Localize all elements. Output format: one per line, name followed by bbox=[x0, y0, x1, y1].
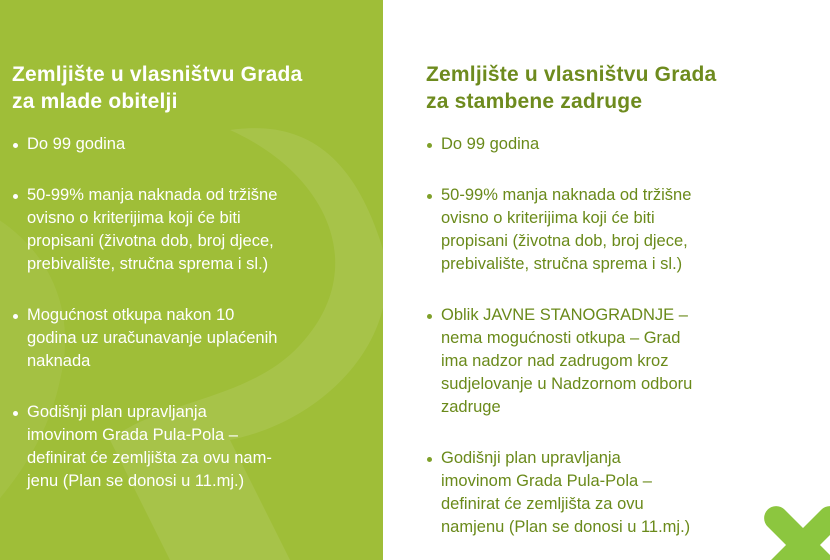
right-panel-title bbox=[426, 61, 826, 115]
right-panel-list bbox=[426, 133, 826, 560]
list-item-text: Do 99 godina bbox=[441, 135, 540, 153]
bullet-icon bbox=[427, 457, 432, 462]
bullet-icon bbox=[13, 411, 18, 416]
bullet-icon bbox=[427, 143, 432, 148]
bullet-icon bbox=[13, 194, 18, 199]
list-item-text: Godišnji plan upravljanja imovinom Grada Pula-Pola – definirat će zemljišta za ovu nam- jenu (Plan se donosi u 11.mj.) bbox=[27, 403, 272, 490]
bullet-icon bbox=[427, 194, 432, 199]
list-item-text: Do 99 godina bbox=[27, 135, 126, 153]
bullet-icon bbox=[427, 314, 432, 319]
list-item-text: 50-99% manja naknada od tržišne ovisno o kriterijima koji će biti propisani (životna dob, broj djece, prebivalište, stručna sprema i sl.) bbox=[441, 186, 692, 273]
list-item-text: Mogućnost otkupa nakon 10 godina uz uračunavanje uplaćenih naknada bbox=[27, 306, 278, 370]
right-panel-title-text: Zemljište u vlasništvu Grada za stambene zadruge bbox=[426, 63, 717, 113]
list-item bbox=[12, 184, 377, 276]
list-item bbox=[426, 184, 826, 276]
left-panel-title bbox=[12, 61, 372, 115]
left-panel-title-text: Zemljište u vlasništvu Grada za mlade obitelji bbox=[12, 63, 303, 113]
left-panel-list bbox=[12, 133, 377, 521]
green-cross-icon bbox=[758, 500, 830, 560]
list-item bbox=[12, 401, 377, 493]
left-panel bbox=[0, 0, 383, 560]
list-item bbox=[12, 133, 377, 156]
list-item bbox=[12, 304, 377, 373]
bullet-icon bbox=[13, 314, 18, 319]
list-item-text: Godišnji plan upravljanja imovinom Grada Pula-Pola – definirat će zemljišta za ovu namjenu (Plan se donosi u 11.mj.) bbox=[441, 449, 691, 536]
right-panel bbox=[383, 0, 830, 560]
list-item bbox=[426, 304, 826, 419]
list-item-text: 50-99% manja naknada od tržišne ovisno o kriterijima koji će biti propisani (životna dob, broj djece, prebivalište, stručna sprema i sl.) bbox=[27, 186, 278, 273]
list-item-text: Oblik JAVNE STANOGRADNJE – nema mogućnosti otkupa – Grad ima nadzor nad zadrugom kroz sudjelovanje u Nadzornom odboru zadruge bbox=[441, 306, 693, 416]
bullet-icon bbox=[13, 143, 18, 148]
list-item bbox=[426, 133, 826, 156]
